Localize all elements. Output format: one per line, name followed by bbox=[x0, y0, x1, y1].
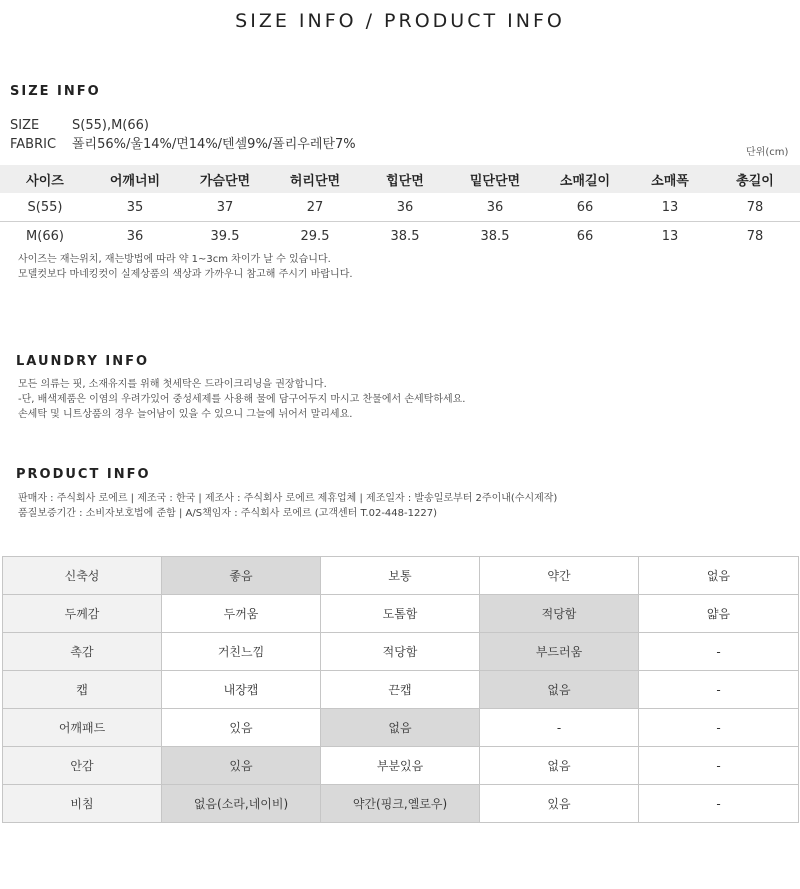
attribute-option: 얇음 bbox=[639, 595, 799, 633]
attribute-row bbox=[3, 709, 799, 747]
size-line bbox=[10, 118, 149, 133]
size-cell: 36 bbox=[126, 228, 144, 244]
size-cell: 36 bbox=[450, 193, 540, 222]
attribute-row bbox=[3, 633, 799, 671]
attribute-row bbox=[3, 557, 799, 595]
size-table bbox=[0, 165, 800, 250]
size-info-heading: SIZE INFO bbox=[10, 84, 101, 99]
attribute-option: - bbox=[639, 633, 799, 671]
size-header-cell: 힙단면 bbox=[360, 165, 450, 193]
attribute-label: 신축성 bbox=[3, 557, 162, 595]
size-note-line: 사이즈는 재는위치, 재는방법에 따라 약 1~3cm 차이가 날 수 있습니다. bbox=[18, 254, 331, 265]
attribute-option: 두꺼움 bbox=[162, 595, 321, 633]
size-header-cell: 허리단면 bbox=[270, 165, 360, 193]
attribute-option: 내장캡 bbox=[162, 671, 321, 709]
attribute-label: 캡 bbox=[3, 671, 162, 709]
fabric-value: 폴리56%/울14%/면14%/텐셀9%/폴리우레탄7% bbox=[72, 137, 356, 152]
size-notes bbox=[18, 252, 353, 282]
size-cell: 27 bbox=[270, 193, 360, 222]
size-header-cell: 사이즈 bbox=[0, 165, 90, 193]
size-header-cell: 가슴단면 bbox=[180, 165, 270, 193]
size-cell: 39.5 bbox=[210, 228, 240, 244]
attribute-option: 거친느낌 bbox=[162, 633, 321, 671]
size-note-line: 모델컷보다 마네킹컷이 실제상품의 색상과 가까우니 참고해 주시기 바랍니다. bbox=[18, 269, 353, 280]
product-line: 판매자 : 주식회사 로에르 | 제조국 : 한국 | 제조사 : 주식회사 로에르 제휴업체 | 제조일자 : 발송일로부터 2주이내(수시제작) bbox=[18, 493, 558, 504]
size-table-header bbox=[0, 165, 800, 193]
size-cell: 66 bbox=[576, 228, 594, 244]
size-key: SIZE bbox=[10, 118, 40, 133]
attribute-option: - bbox=[639, 747, 799, 785]
size-row-m bbox=[0, 222, 800, 251]
attribute-label: 어깨패드 bbox=[3, 709, 162, 747]
size-header-cell: 밑단단면 bbox=[450, 165, 540, 193]
size-cell: 38.5 bbox=[480, 228, 510, 244]
attribute-label: 두께감 bbox=[3, 595, 162, 633]
size-value: S(55),M(66) bbox=[72, 118, 149, 133]
attribute-option: - bbox=[639, 671, 799, 709]
size-cell: 78 bbox=[746, 228, 764, 244]
size-cell: 38.5 bbox=[390, 228, 420, 244]
attribute-option: 도톰함 bbox=[321, 595, 480, 633]
attribute-option: 있음 bbox=[162, 747, 321, 785]
attribute-option: 약간(핑크,옐로우) bbox=[321, 785, 480, 823]
unit-label: 단위(cm) bbox=[746, 147, 789, 158]
page-title: SIZE INFO / PRODUCT INFO bbox=[235, 10, 565, 32]
laundry-line: 손세탁 및 니트상품의 경우 늘어남이 있을 수 있으니 그늘에 뉘어서 말리세요. bbox=[18, 409, 353, 420]
attribute-option: - bbox=[639, 785, 799, 823]
attribute-label: 촉감 bbox=[3, 633, 162, 671]
product-line: 품질보증기간 : 소비자보호법에 준함 | A/S책임자 : 주식회사 로에르 (고객센터 T.02-448-1227) bbox=[18, 508, 437, 519]
size-header-cell: 소매폭 bbox=[630, 165, 710, 193]
product-text bbox=[18, 491, 557, 521]
attribute-label: 비침 bbox=[3, 785, 162, 823]
size-cell: 13 bbox=[630, 193, 710, 222]
attribute-option: 없음 bbox=[639, 557, 799, 595]
attribute-option: 없음(소라,네이비) bbox=[162, 785, 321, 823]
attribute-option: - bbox=[639, 709, 799, 747]
size-cell: 13 bbox=[661, 228, 679, 244]
attribute-option: 좋음 bbox=[162, 557, 321, 595]
size-cell: 29.5 bbox=[300, 228, 330, 244]
fabric-key: FABRIC bbox=[10, 137, 57, 152]
laundry-info-heading: LAUNDRY INFO bbox=[16, 354, 150, 369]
size-header-cell: 어깨너비 bbox=[90, 165, 180, 193]
attribute-label: 안감 bbox=[3, 747, 162, 785]
attribute-option: 없음 bbox=[480, 671, 639, 709]
attribute-row bbox=[3, 671, 799, 709]
size-cell: M(66) bbox=[26, 228, 64, 244]
attribute-option: 적당함 bbox=[321, 633, 480, 671]
size-cell: 78 bbox=[710, 193, 800, 222]
size-header-cell: 소매길이 bbox=[540, 165, 630, 193]
size-row-s bbox=[0, 193, 800, 222]
attribute-option: 끈캡 bbox=[321, 671, 480, 709]
attribute-option: 부드러움 bbox=[480, 633, 639, 671]
size-cell: 37 bbox=[180, 193, 270, 222]
size-cell: 66 bbox=[540, 193, 630, 222]
laundry-text bbox=[18, 377, 465, 422]
attribute-row bbox=[3, 785, 799, 823]
attribute-option: 없음 bbox=[321, 709, 480, 747]
attribute-row bbox=[3, 595, 799, 633]
attribute-option: 적당함 bbox=[480, 595, 639, 633]
laundry-line: -단, 배색제품은 이염의 우려가있어 중성세제를 사용해 물에 담구어두지 마시고 찬물에서 손세탁하세요. bbox=[18, 394, 466, 405]
attribute-option: 약간 bbox=[480, 557, 639, 595]
attribute-option: 없음 bbox=[480, 747, 639, 785]
attribute-option: - bbox=[480, 709, 639, 747]
size-cell: 36 bbox=[360, 193, 450, 222]
product-info-heading: PRODUCT INFO bbox=[16, 467, 151, 482]
attribute-option: 부분있음 bbox=[321, 747, 480, 785]
attribute-option: 보통 bbox=[321, 557, 480, 595]
size-header-cell: 총길이 bbox=[710, 165, 800, 193]
laundry-line: 모든 의류는 핏, 소재유지를 위해 첫세탁은 드라이크리닝을 권장합니다. bbox=[18, 379, 327, 390]
size-cell: 35 bbox=[90, 193, 180, 222]
attribute-option: 있음 bbox=[480, 785, 639, 823]
attribute-option: 있음 bbox=[162, 709, 321, 747]
attribute-table bbox=[2, 556, 799, 823]
size-cell: S(55) bbox=[0, 193, 90, 222]
attribute-row bbox=[3, 747, 799, 785]
fabric-line bbox=[10, 133, 356, 152]
